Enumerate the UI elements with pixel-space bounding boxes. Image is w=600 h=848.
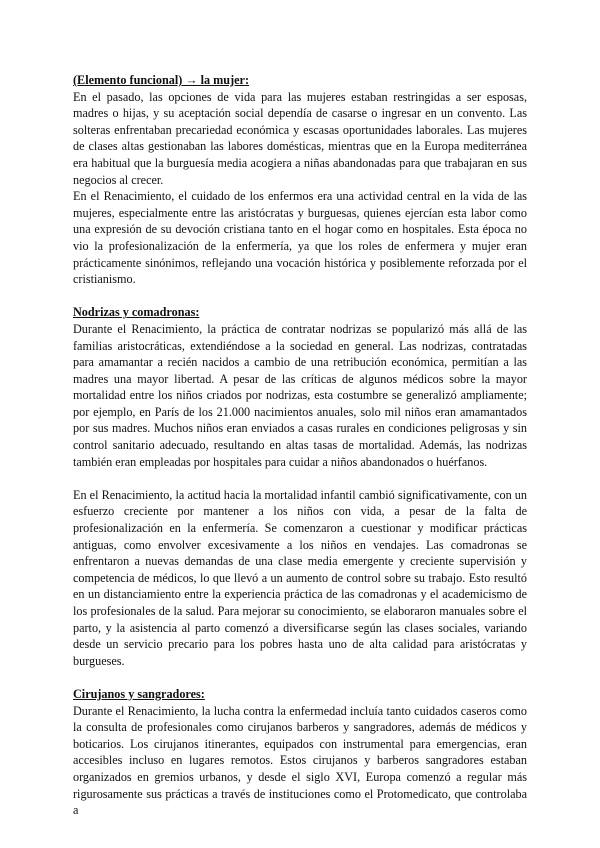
paragraph: En el Renacimiento, la actitud hacia la mortalidad infantil cambió significativamente, con un esfuerzo creciente por mantener a los niños con vida, a pesar de la falta de profesionalización en la enfermería. Se comenzaron a cuestionar y modificar prácticas antiguas, como envolver excesivamente a los niños en vendajes. Las comadronas se enfrentaron a nuevas demandas de una clase media emergente y creciente supervisión y competencia de médicos, lo que llevó a un aumento de control sobre su trabajo. Esto resultó en un distanciamiento entre la experiencia práctica de las comadronas y el academicismo de los profesionales de la salud. Para mejorar su conocimiento, se elaboraron manuales sobre el parto, y la asistencia al parto comenzó a diversificarse según las clases sociales, variando desde un servicio precario para los pobres hasta uno de alta calidad para aristócratas y burgueses. [73,487,527,668]
section-cirujanos [73,686,527,819]
paragraph: Durante el Renacimiento, la práctica de contratar nodrizas se popularizó más allá de las familias aristocráticas, extendiéndose a la sociedad en general. Las nodrizas, contratadas para amamantar a recién nacidos a cambio de una retribución económica, permitían a las madres una mayor libertad. A pesar de las críticas de algunos médicos sobre la mayor mortalidad entre los niños criados por nodrizas, esta costumbre se generalizó ampliamente; por ejemplo, en París de los 21.000 nacimientos anuales, solo mil niños eran amamantados por sus madres. Muchos niños eran enviados a casas rurales en condiciones peligrosas y sin control sanitario adecuado, resultando en altas tasas de mortalidad. Además, las nodrizas también eran empleadas por hospitales para cuidar a niños abandonados o huérfanos. [73,321,527,469]
spacer [73,288,527,305]
section-heading-cirujanos: Cirujanos y sangradores: [73,686,205,701]
spacer [73,470,527,487]
section-heading-mujer: (Elemento funcional) → la mujer: [73,73,250,87]
spacer [73,669,527,686]
paragraph: En el pasado, las opciones de vida para las mujeres estaban restringidas a ser esposas, madres o hijas, y su aceptación social dependía de casarse o ingresar en un convento. Las solteras enfrentaban precariedad económica y escasas oportunidades laborales. Las mujeres de clases altas gestionaban las labores domésticas, mientras que en la Europa mediterránea era habitual que la burguesía media acogiera a niñas abandonadas para que trabajaran en sus negocios al crecer. [73,89,527,187]
section-nodrizas [73,304,527,669]
section-mujer [73,72,527,288]
paragraph: En el Renacimiento, el cuidado de los enfermos era una actividad central en la vida de las mujeres, especialmente entre las aristócratas y burguesas, quienes ejercían esta labor como una expresión de su devoción cristiana tanto en el hogar como en hospitales. Esta época no vio la profesionalización de la enfermería, ya que los roles de enfermera y mujer eran prácticamente sinónimos, reflejando una vocación histórica y posiblemente reforzada por el cristianismo. [73,189,527,287]
section-heading-nodrizas: Nodrizas y comadronas: [73,305,200,320]
paragraph: Durante el Renacimiento, la lucha contra la enfermedad incluía tanto cuidados caseros como la consulta de profesionales como cirujanos barberos y sangradores, además de médicos y boticarios. Los cirujanos itinerantes, equipados con instrumental para emergencias, eran accesibles incluso en lugares remotos. Estos cirujanos y barberos sangradores estaban organizados en gremios urbanos, y desde el siglo XVI, Europa comenzó a regular más rigurosamente sus prácticas a través de instituciones como el Protomedicato, que controlaba a [73,703,527,818]
